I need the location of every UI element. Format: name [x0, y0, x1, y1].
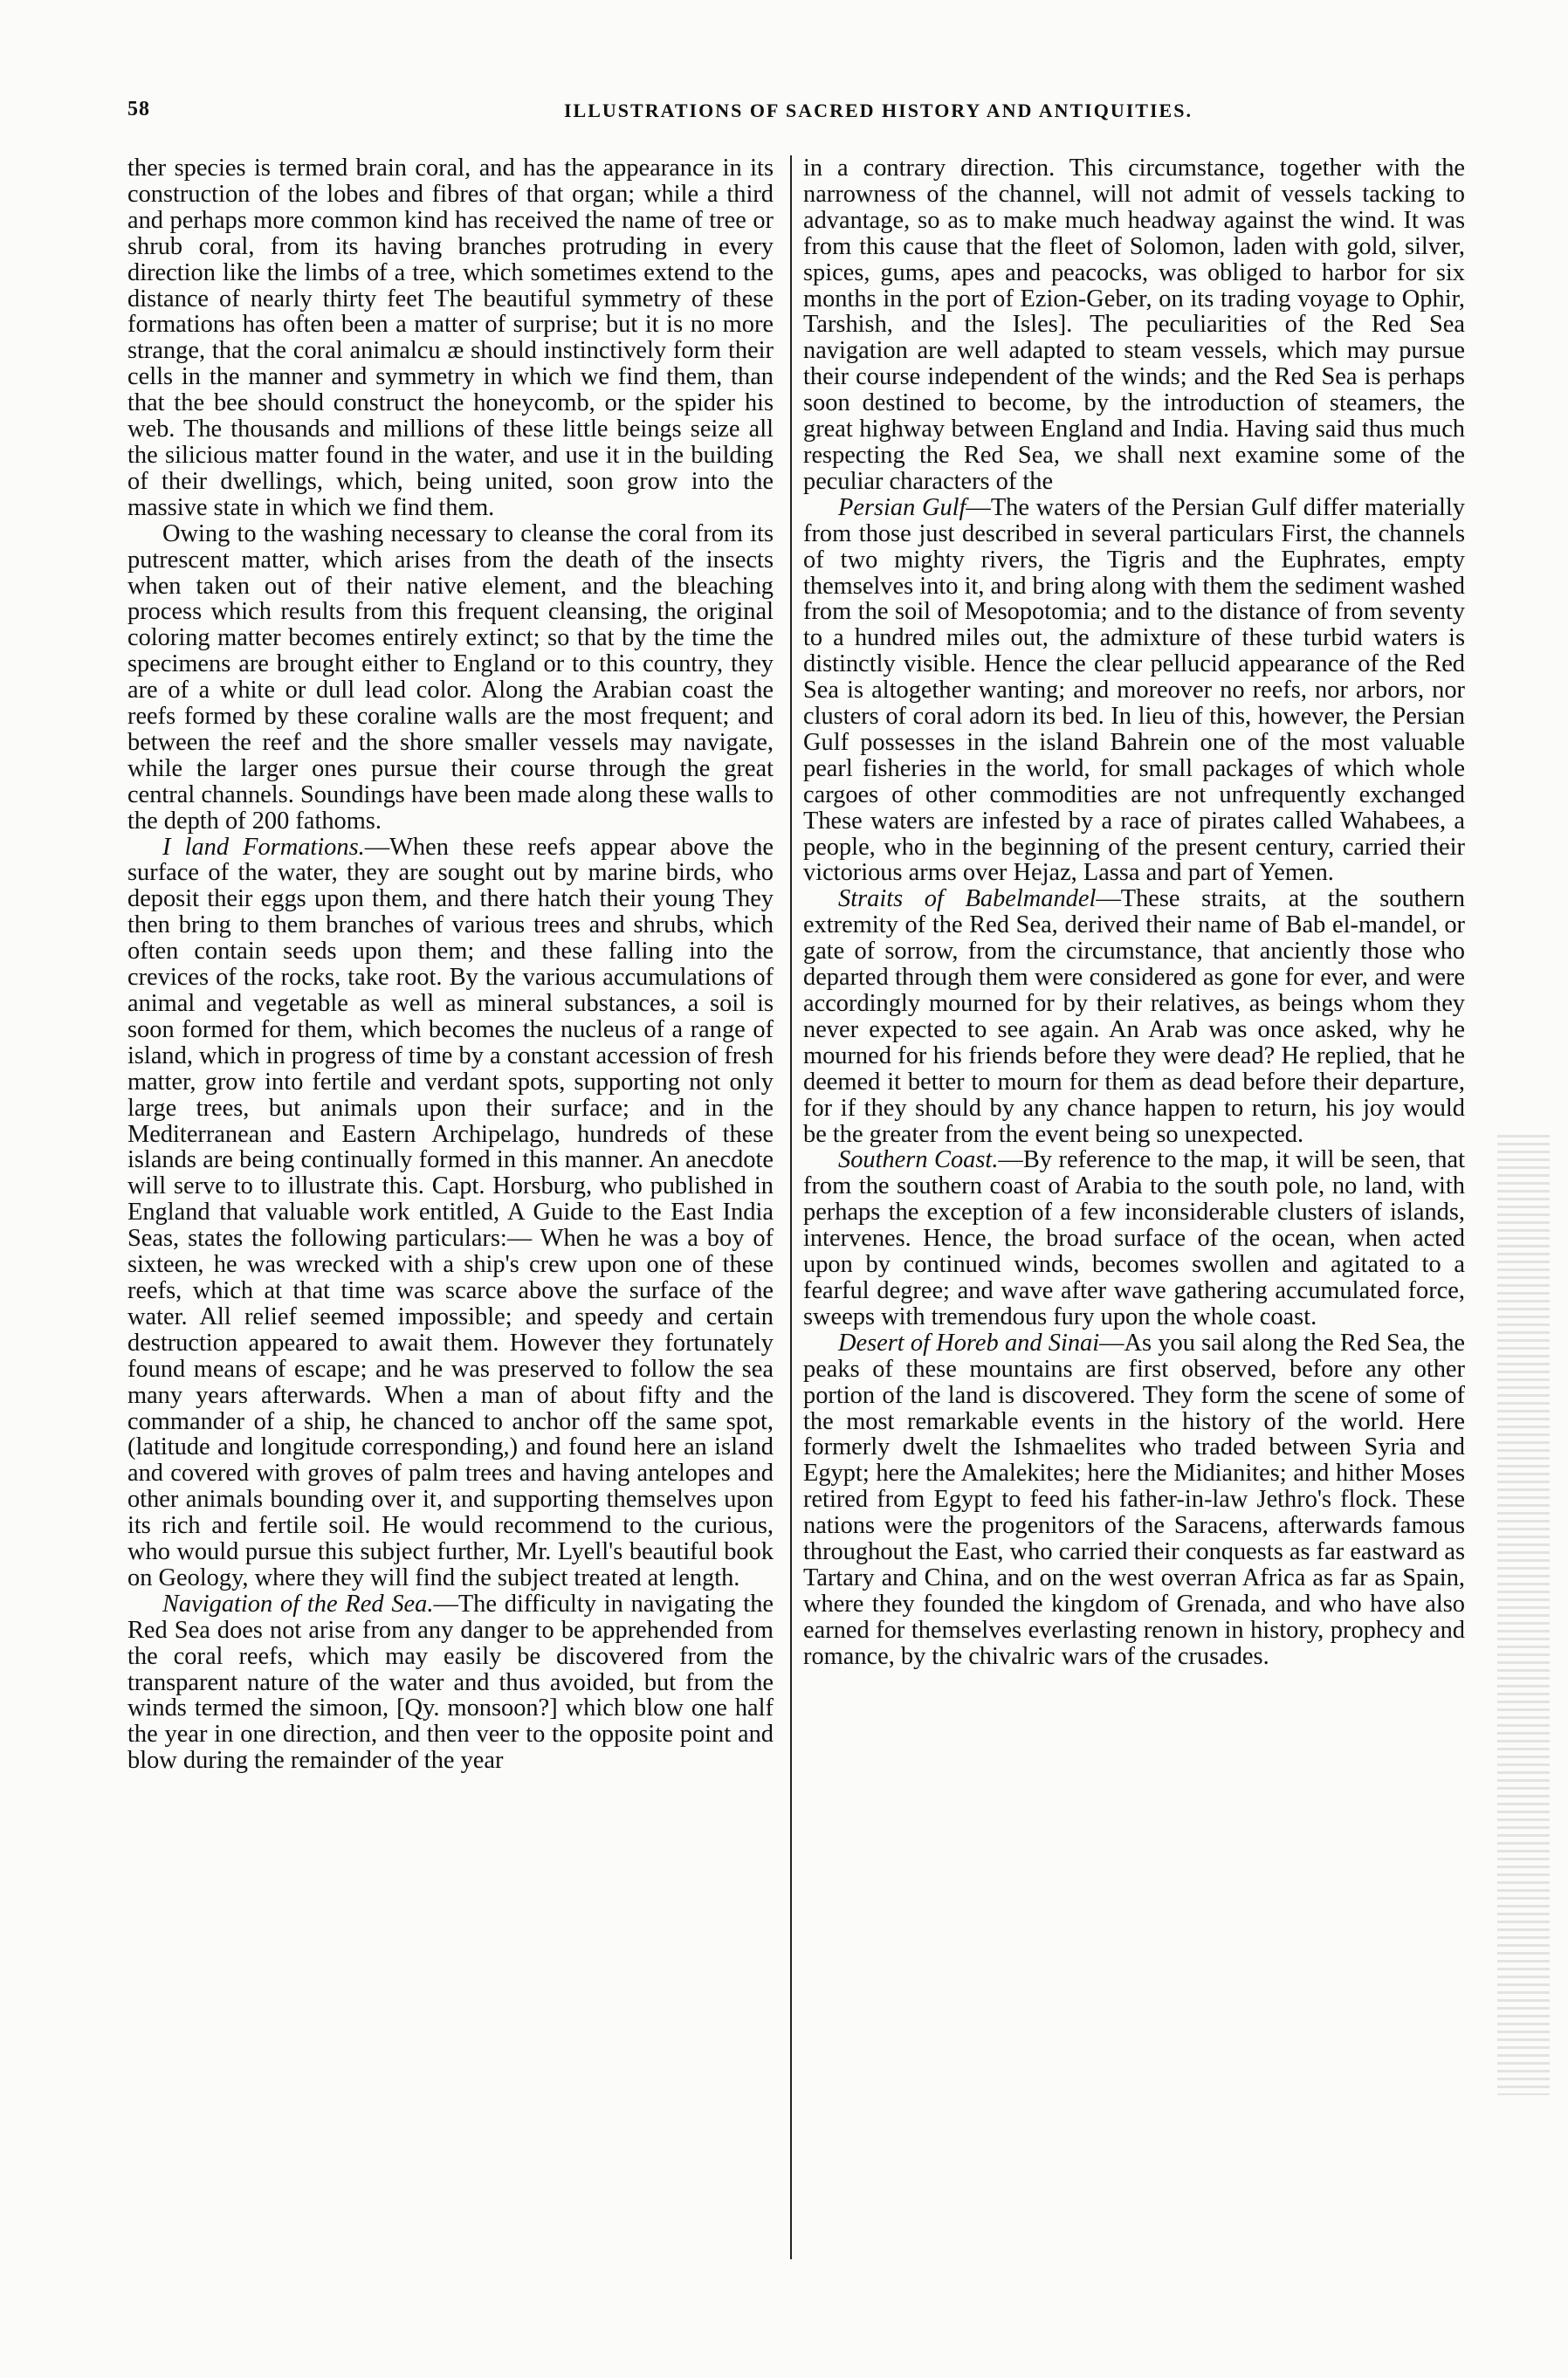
paragraph — [803, 886, 1465, 1147]
running-title: ILLUSTRATIONS OF SACRED HISTORY AND ANTIQUITIES. — [564, 100, 1193, 121]
right-column — [803, 155, 1465, 1670]
paragraph: ther species is termed brain coral, and has the appearance in its construction of the lobes and fibres of that organ; while a third and perhaps more common kind has received the name of tree or shrub coral, from its having branches protruding in every direction like the limbs of a tree, which sometimes extend to the distance of nearly thirty feet The beautiful symmetry of these formations has often been a matter of surprise; but it is no more strange, that the coral animalcu æ should instinctively form their cells in the manner and symmetry in which we find them, than that the bee should construct the honeycomb, or the spider his web. The thousands and millions of these little beings seize all the silicious matter found in the water, and use it in the building of their dwellings, which, being united, soon grow into the massive state in which we find them. — [127, 155, 774, 521]
section-heading: Southern Coast. — [838, 1146, 999, 1174]
paragraph-text: —The difficulty in navigating the Red Sea does not arise from any danger to be apprehended from the coral reefs, which may easily be discovered from the transparent nature of the water and thus avoided, but from the winds termed the simoon, [Qy. monsoon?] which blow one half the year in one direction, and then veer to the opposite point and blow during the remainder of the year — [127, 1590, 774, 1775]
paragraph-text: —When these reefs appear above the surface of the water, they are sought out by marine birds, who deposit their eggs upon them, and there hatch their young They then bring to them branches of various trees and shrubs, which often contain seeds upon them; and these falling into the crevices of the rocks, take root. By the various accumulations of animal and vegetable as well as mineral substances, a soil is soon formed for them, which becomes the nucleus of a range of island, which in progress of time by a constant accession of fresh matter, grow into fertile and verdant spots, supporting not only large trees, but animals upon their surface; and in the Mediterranean and Eastern Archipelago, hundreds of these islands are being continually formed in this manner. An anecdote will serve to to illustrate this. Capt. Horsburg, who published in England that valuable work entitled, A Guide to the East India Seas, states the following particulars:— When he was a boy of sixteen, he was wrecked with a ship's crew upon one of these reefs, which at that time was scarce above the surface of the water. All relief seemed impossible; and speedy and certain destruction appeared to await them. However they fortunately found means of escape; and he was preserved to follow the sea many years afterwards. When a man of about fifty and the commander of a ship, he chanced to anchor off the same spot, (latitude and longitude corresponding,) and found here an island and covered with groves of palm trees and having antelopes and other animals bounding over it, and supporting themselves upon its rich and fertile soil. He would recommend to the curious, who would pursue this subject further, Mr. Lyell's beautiful book on Geology, where they will find the subject treated at length. — [127, 833, 774, 1591]
paragraph — [803, 1147, 1465, 1330]
column-divider — [790, 155, 792, 2259]
running-header — [127, 98, 1465, 129]
paragraph — [127, 1591, 774, 1774]
paragraph — [803, 495, 1465, 887]
paragraph-text: —As you sail along the Red Sea, the peaks of these mountains are first observed, before any other portion of the land is discovered. They form the scene of some of the most remarkable events in the history of the world. Here formerly dwelt the Ishmaelites who traded between Syria and Egypt; here the Amalekites; here the Midianites; and hither Moses retired from Egypt to feed his father-in-law Jethro's flock. These nations were the progenitors of the Saracens, afterwards famous throughout the East, who carried their conquests as far eastward as Tartary and China, and on the west overran Africa as far as Spain, where they founded the kingdom of Grenada, and who have also earned for themselves everlasting renown in history, prophecy and romance, by the chivalric wars of the crusades. — [803, 1329, 1465, 1670]
paragraph-text: —By reference to the map, it will be seen, that from the southern coast of Arabia to the south pole, no land, with perhaps the exception of a few inconsiderable clusters of islands, intervenes. Hence, the broad surface of the ocean, when acted upon by continued winds, becomes swollen and agitated to a fearful degree; and wave after wave gathering accumulated force, sweeps with tremendous fury upon the whole coast. — [803, 1146, 1465, 1330]
paragraph: Owing to the washing necessary to cleanse the coral from its putrescent matter, which arises from the death of the insects when taken out of their native element, and the bleaching process which results from this frequent cleansing, the original coloring matter becomes entirely extinct; so that by the time the specimens are brought either to England or to this country, they are of a white or dull lead color. Along the Arabian coast the reefs formed by these coraline walls are the most frequent; and between the reef and the shore smaller vessels may navigate, while the larger ones pursue their course through the great central channels. Soundings have been made along these walls to the depth of 200 fathoms. — [127, 519, 774, 835]
paragraph: in a contrary direction. This circumstance, together with the narrowness of the channel, will not admit of vessels tacking to advantage, so as to make much headway against the wind. It was from this cause that the fleet of Solomon, laden with gold, silver, spices, gums, apes and peacocks, was obliged to harbor for six months in the port of Ezion-Geber, on its trading voyage to Ophir, Tarshish, and the Isles]. The peculiarities of the Red Sea navigation are well adapted to steam vessels, which may pursue their course independent of the winds; and the Red Sea is perhaps soon destined to become, by the introduction of steamers, the great highway between England and India. Having said thus much respecting the Red Sea, we shall next examine some of the peculiar characters of the — [803, 155, 1465, 495]
section-heading: Desert of Horeb and Sinai — [838, 1329, 1100, 1357]
paragraph — [127, 835, 774, 1591]
bleed-through-marks — [1497, 1135, 1550, 2095]
left-column — [127, 155, 774, 1774]
section-heading: Navigation of the Red Sea. — [162, 1590, 434, 1618]
page-number: 58 — [127, 98, 150, 120]
paragraph-text: —These straits, at the southern extremity of the Red Sea, derived their name of Bab el-mandel, or gate of sorrow, from the circumstance, that anciently those who departed through them were considered as gone for ever, and were accordingly mourned for by their relatives, as beings whom they never expected to see again. An Arab was once asked, why he mourned for his friends before they were dead? He replied, that he deemed it better to mourn for them as dead before their departure, for if they should by any chance happen to return, his joy would be the greater from the event being so unexpected. — [803, 885, 1465, 1148]
section-heading: Straits of Babelmandel — [838, 885, 1097, 913]
section-heading: I land Formations. — [162, 833, 365, 861]
paragraph-text: —The waters of the Persian Gulf differ materially from those just described in several particulars First, the channels of two mighty rivers, the Tigris and the Euphrates, empty themselves into it, and bring along with them the sediment washed from the soil of Mesopotomia; and to the distance of from seventy to a hundred miles out, the admixture of these turbid waters is distinctly visible. Hence the clear pellucid appearance of the Red Sea is altogether wanting; and moreover no reefs, nor arbors, nor clusters of coral adorn its bed. In lieu of this, however, the Persian Gulf possesses in the island Bahrein one of the most valuable pearl fisheries in the world, for small packages of which whole cargoes of other commodities are not unfrequently exchanged These waters are infested by a race of pirates called Wahabees, a people, who in the beginning of the present century, carried their victorious arms over Hejaz, Lassa and part of Yemen. — [803, 493, 1465, 887]
section-heading: Persian Gulf — [838, 493, 966, 521]
paragraph — [803, 1330, 1465, 1670]
